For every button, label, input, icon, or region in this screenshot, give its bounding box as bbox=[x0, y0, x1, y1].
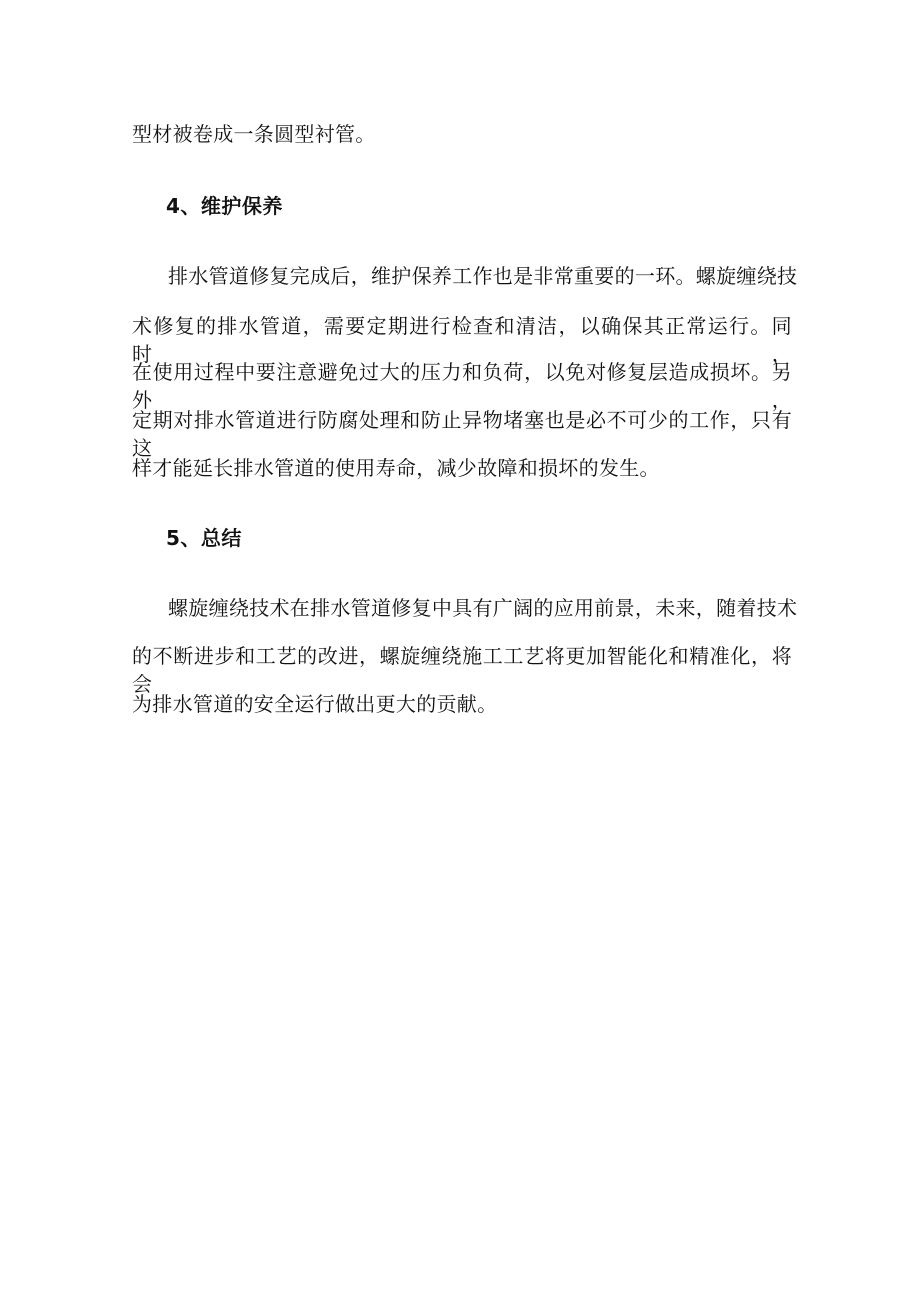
paragraph-line: 为排水管道的安全运行做出更大的贡献。 bbox=[132, 692, 498, 716]
section-4-heading: 4、维护保养 bbox=[166, 194, 283, 218]
paragraph-line: 定期对排水管道进行防腐处理和防止异物堵塞也是必不可少的工作，只有这 bbox=[132, 408, 792, 460]
paragraph-line: 样才能延长排水管道的使用寿命，减少故障和损坏的发生。 bbox=[132, 456, 660, 480]
continuation-line: 型材被卷成一条圆型衬管。 bbox=[132, 122, 376, 146]
paragraph-line: 螺旋缠绕技术在排水管道修复中具有广阔的应用前景，未来，随着技术 bbox=[168, 596, 798, 620]
paragraph-line: 在使用过程中要注意避免过大的压力和负荷，以免对修复层造成损坏。另外， bbox=[132, 360, 792, 412]
paragraph-line: 术修复的排水管道，需要定期进行检查和清洁，以确保其正常运行。同时， bbox=[132, 314, 792, 366]
section-5-heading: 5、总结 bbox=[166, 526, 242, 550]
paragraph-line: 的不断进步和工艺的改进，螺旋缠绕施工工艺将更加智能化和精准化，将会 bbox=[132, 644, 792, 696]
paragraph-line: 排水管道修复完成后，维护保养工作也是非常重要的一环。螺旋缠绕技 bbox=[168, 264, 798, 288]
